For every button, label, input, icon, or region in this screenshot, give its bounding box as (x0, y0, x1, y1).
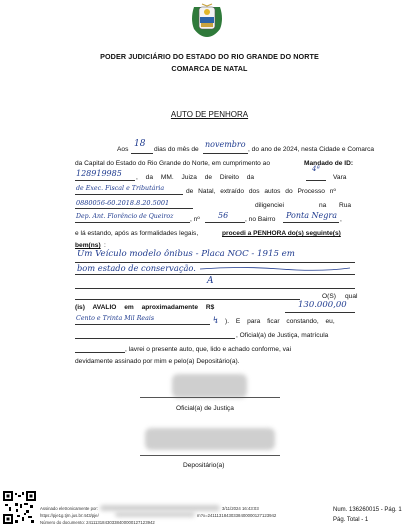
depositary-signature-redacted (145, 428, 275, 450)
text-bens: bem(ns) (75, 242, 101, 249)
hand-mark: ↯ (212, 316, 220, 326)
vara-name-line (75, 194, 183, 195)
text-colon: : (104, 242, 106, 249)
text-la-estando: e lá estando, após as formalidades legais, (75, 230, 199, 237)
vara-num-line (306, 180, 326, 181)
page-number: Num. 136260015 - Pág. 1 (333, 507, 402, 513)
text-comma: , (340, 216, 342, 223)
vara-number-handwritten: 4ª (312, 165, 320, 173)
text-juiza: , da MM. Juiza de Direito da (136, 174, 255, 181)
matricula-line (75, 352, 125, 353)
text-qual: qual (345, 293, 358, 300)
text-rua: Rua (339, 202, 352, 209)
mandado-id-handwritten: 128919985 (76, 169, 122, 178)
text-ano: , do ano de 2024, nesta Cidade e Comarca (248, 146, 375, 153)
day-handwritten: 18 (134, 139, 146, 149)
id-field-line (75, 180, 135, 181)
goods-description-line1: Um Veículo modelo ônibus - Placa NOC - 1915 em (77, 249, 295, 259)
process-number-line (75, 208, 193, 209)
text-mandado: Mandado de ID: (304, 160, 354, 167)
text-os: O(S) (322, 293, 336, 300)
neighborhood-handwritten: Ponta Negra (286, 211, 338, 220)
text-avalio: (is) AVALIO em aproximadamente R$ (75, 304, 215, 311)
value-words-line (75, 324, 210, 325)
goods-line-2 (75, 274, 355, 275)
value-line (285, 312, 355, 313)
text-na: na (319, 202, 327, 209)
officer-signature-label: Oficial(a) de Justiça (176, 405, 234, 412)
text-procedi-penhora: procedi a PENHORA do(s) seguinte(s) (222, 230, 341, 237)
depositary-signature-line (140, 455, 280, 456)
qr-code-icon (3, 491, 36, 524)
house-number-line (205, 222, 245, 223)
goods-description-line2: bom estado de conservação. (77, 263, 196, 273)
document-title: AUTO DE PENHORA (170, 110, 249, 119)
text-oficial-matricula: , Oficial(a) de Justiça, matrícula (236, 332, 329, 339)
goods-description-line3: A (207, 276, 214, 286)
footer-url[interactable]: https://pje1g.tjrn.jus.br:443/pje/ (40, 513, 99, 518)
text-constando: ). E para ficar constando, eu, (225, 318, 335, 325)
signer-name-redacted (100, 505, 220, 511)
depositary-signature-label: Depositário(a) (183, 462, 225, 469)
footer-signed-by: Assinado eletronicamente por: (40, 506, 99, 511)
text-aos: Aos (117, 146, 129, 153)
officer-name-line (75, 338, 235, 339)
officer-signature-redacted (172, 374, 247, 398)
goods-line-4 (75, 299, 300, 300)
footer-url-tail[interactable]: m?x=24111318430338400000127123942 (197, 513, 277, 518)
value-handwritten: 130.000,00 (298, 300, 347, 310)
text-bairro: , no Bairro (245, 216, 276, 223)
state-coat-of-arms-icon (188, 3, 226, 39)
day-field-line (131, 153, 153, 154)
text-diligenciei: diligenciei (255, 202, 284, 209)
court-name: PODER JUDICIÁRIO DO ESTADO DO RIO GRANDE DO NORTE (100, 52, 319, 61)
url-redacted (115, 512, 195, 517)
district-name: COMARCA DE NATAL (171, 64, 248, 73)
month-handwritten: novembro (205, 140, 246, 149)
footer-document-number: Número do documento: 24111318430338400000127123942 (40, 520, 155, 525)
officer-signature-line (140, 397, 280, 398)
street-line (75, 222, 190, 223)
strike-through-line (200, 266, 350, 272)
text-capital: da Capital do Estado do Rio Grande do Norte, em cumprimento ao (75, 160, 270, 167)
text-numero: , nº (190, 216, 200, 223)
text-lavrei: , lavrei o presente auto, que, lido e achado conforme, vai (125, 346, 292, 353)
month-field-line (203, 153, 248, 154)
street-handwritten: Dep. Ant. Florêncio de Queiroz (76, 213, 174, 220)
text-natal-processo: de Natal, extraído dos autos do Processo nº (186, 188, 336, 195)
goods-line-3 (75, 288, 355, 289)
house-number-handwritten: 56 (218, 211, 229, 220)
footer-signed-date: 3/11/2024 16:43:03 (222, 506, 259, 511)
text-devidamente: devidamente assinado por mim e pelo(a) Depositário(a). (75, 358, 240, 365)
process-number-handwritten: 0880056-60.2018.8.20.5001 (76, 199, 170, 207)
neighborhood-line (283, 222, 339, 223)
text-dias: dias do mês de (154, 146, 199, 153)
text-vara: Vara (333, 174, 347, 181)
page-total: Pág. Total - 1 (333, 517, 369, 523)
value-words-handwritten: Cento e Trinta Mil Reais (76, 315, 155, 322)
vara-name-handwritten: de Exec. Fiscal e Tributária (76, 185, 165, 192)
